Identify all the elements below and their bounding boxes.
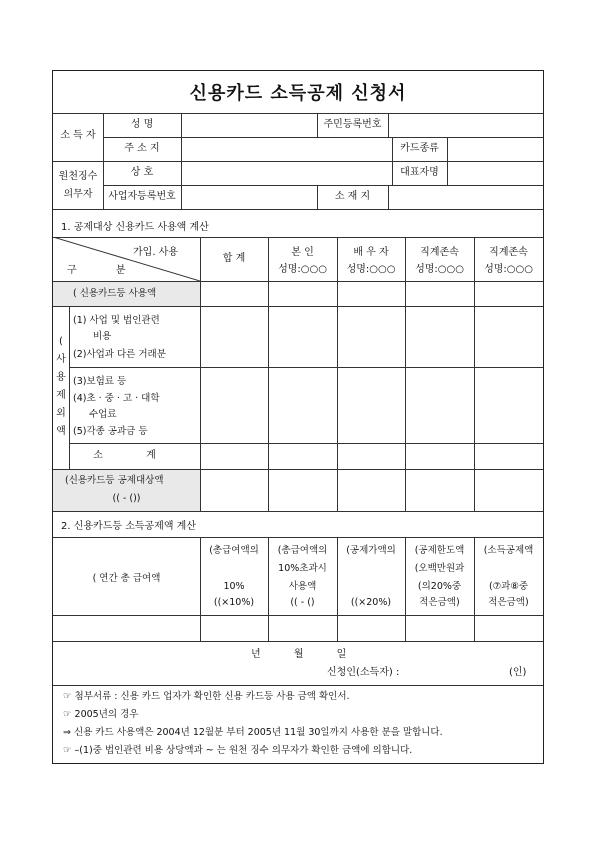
subtotal-label: 소 계 [93, 450, 176, 461]
date-line: 년 월 일 [251, 649, 347, 660]
item5: (5)각종 공과금 등 [73, 426, 148, 437]
col-excess-2: 10%초과시 [278, 563, 327, 574]
divider [53, 511, 543, 512]
company-label: 상 호 [130, 167, 154, 178]
note-attachment: ☞ 첨부서류 : 신용 카드 업자가 확인한 신용 카드등 사용 금액 확인서. [63, 691, 350, 702]
taxpayer-group-label: 소 득 자 [60, 130, 96, 141]
divider [474, 237, 475, 511]
col-ascendant: 직계존속 [420, 247, 459, 258]
divider [181, 113, 182, 209]
divider [69, 443, 543, 444]
side-label-2: 용 [56, 372, 66, 383]
withholder-group-label: 원천징수 [58, 171, 98, 182]
col-annual-salary: ( 연간 총 급여액 [92, 573, 161, 584]
divider [53, 537, 543, 538]
col-deduction-2: (⑦과⑧중 [488, 581, 529, 592]
biz-no-label: 사업자등록번호 [108, 191, 176, 202]
side-label-0: ( [59, 336, 63, 347]
side-label-1: 사 [56, 354, 66, 365]
divider [53, 113, 543, 114]
ceo-label: 대표자명 [400, 167, 439, 178]
col-10pct-value: 10% [223, 581, 245, 592]
item4: (4)초 · 중 · 고 · 대학 [73, 393, 160, 404]
rrn-label: 주민등록번호 [323, 119, 382, 130]
col-deduct-value: (공제가액의 [346, 545, 396, 556]
note-period: ⇒ 신용 카드 사용액은 2004년 12월분 부터 2005년 11월 30일까지 사용한 분을 말합니다. [63, 727, 443, 738]
note-2005: ☞ 2005년의 경우 [63, 709, 139, 720]
divider [69, 306, 70, 469]
col-10pct-formula: ((×10%) [213, 597, 255, 608]
divider [69, 367, 543, 368]
col-spouse-sub: 성명:○○○ [346, 264, 396, 275]
col-self-sub: 성명:○○○ [278, 264, 327, 275]
applicant-label: 신청인(소득자) : [327, 667, 400, 678]
divider [53, 641, 543, 642]
divider [388, 185, 389, 209]
col-excess-3: 사용액 [288, 581, 317, 592]
col-limit-2: (오백만원과 [414, 563, 465, 574]
col-deduct-formula: ((×20%) [350, 597, 392, 608]
col-total: 합 계 [222, 253, 246, 264]
card-type-label: 카드종류 [400, 143, 439, 154]
row-card-usage: ( 신용카드등 사용액 [73, 288, 157, 299]
header-top-label: 가입. 사용 [133, 247, 178, 258]
divider [53, 161, 543, 162]
side-label-3: 제 [56, 390, 66, 401]
divider [53, 615, 543, 616]
item4-cont: 수업료 [89, 409, 117, 420]
application-form [52, 70, 544, 764]
form-title: 신용카드 소득공제 신청서 [189, 83, 407, 104]
section2-heading: 2. 신용카드등 소득공제액 계산 [61, 521, 196, 532]
address-label: 주 소 지 [124, 143, 160, 154]
withholder-group-label-2: 의무자 [63, 189, 93, 200]
col-spouse: 배 우 자 [353, 247, 389, 258]
item2: (2)사업과 다른 거래분 [73, 349, 166, 360]
divider [103, 185, 543, 186]
divider [200, 237, 201, 511]
divider [53, 685, 543, 686]
divider [53, 306, 543, 307]
note-verification: ☞ –(1)중 법인관련 비용 상당액과 ~ 는 원천 징수 의무자가 확인한 금액에 의합니다. [63, 745, 413, 756]
divider [388, 113, 389, 137]
side-label-5: 액 [56, 426, 66, 437]
col-self: 본 인 [291, 247, 314, 258]
side-label-4: 외 [56, 408, 66, 419]
col-deduction-3: 적은금액) [488, 597, 529, 608]
divider [405, 237, 406, 511]
col-limit-3: (의20%중 [417, 581, 462, 592]
deductible-label: (신용카드등 공제대상액 [65, 475, 164, 486]
col-descendant: 직계존속 [489, 247, 528, 258]
seal-label: (인) [509, 667, 527, 678]
location-label: 소 재 지 [334, 191, 371, 202]
col-10pct: (총급여액의 [209, 545, 259, 556]
item1-cont: 비용 [93, 331, 112, 342]
name-label: 성 명 [130, 119, 154, 130]
divider [447, 137, 448, 185]
divider [337, 237, 338, 511]
col-excess: (총급여액의 [277, 545, 328, 556]
col-ascendant-sub: 성명:○○○ [415, 264, 464, 275]
section1-heading: 1. 공제대상 신용카드 사용액 계산 [61, 222, 209, 233]
col-descendant-sub: 성명:○○○ [484, 264, 533, 275]
col-limit: (공제한도액 [414, 545, 465, 556]
col-deduction: (소득공제액 [483, 545, 534, 556]
divider [53, 209, 543, 210]
divider [103, 137, 543, 138]
col-limit-4: 적은금액) [419, 597, 460, 608]
deductible-formula: (( - ()) [112, 493, 141, 504]
divider [268, 237, 269, 511]
item1: (1) 사업 및 법인관련 [73, 315, 160, 326]
header-bottom-label: 구 분 [67, 265, 144, 276]
col-excess-formula: (( - () [290, 597, 315, 608]
item3: (3)보험료 등 [73, 376, 127, 387]
